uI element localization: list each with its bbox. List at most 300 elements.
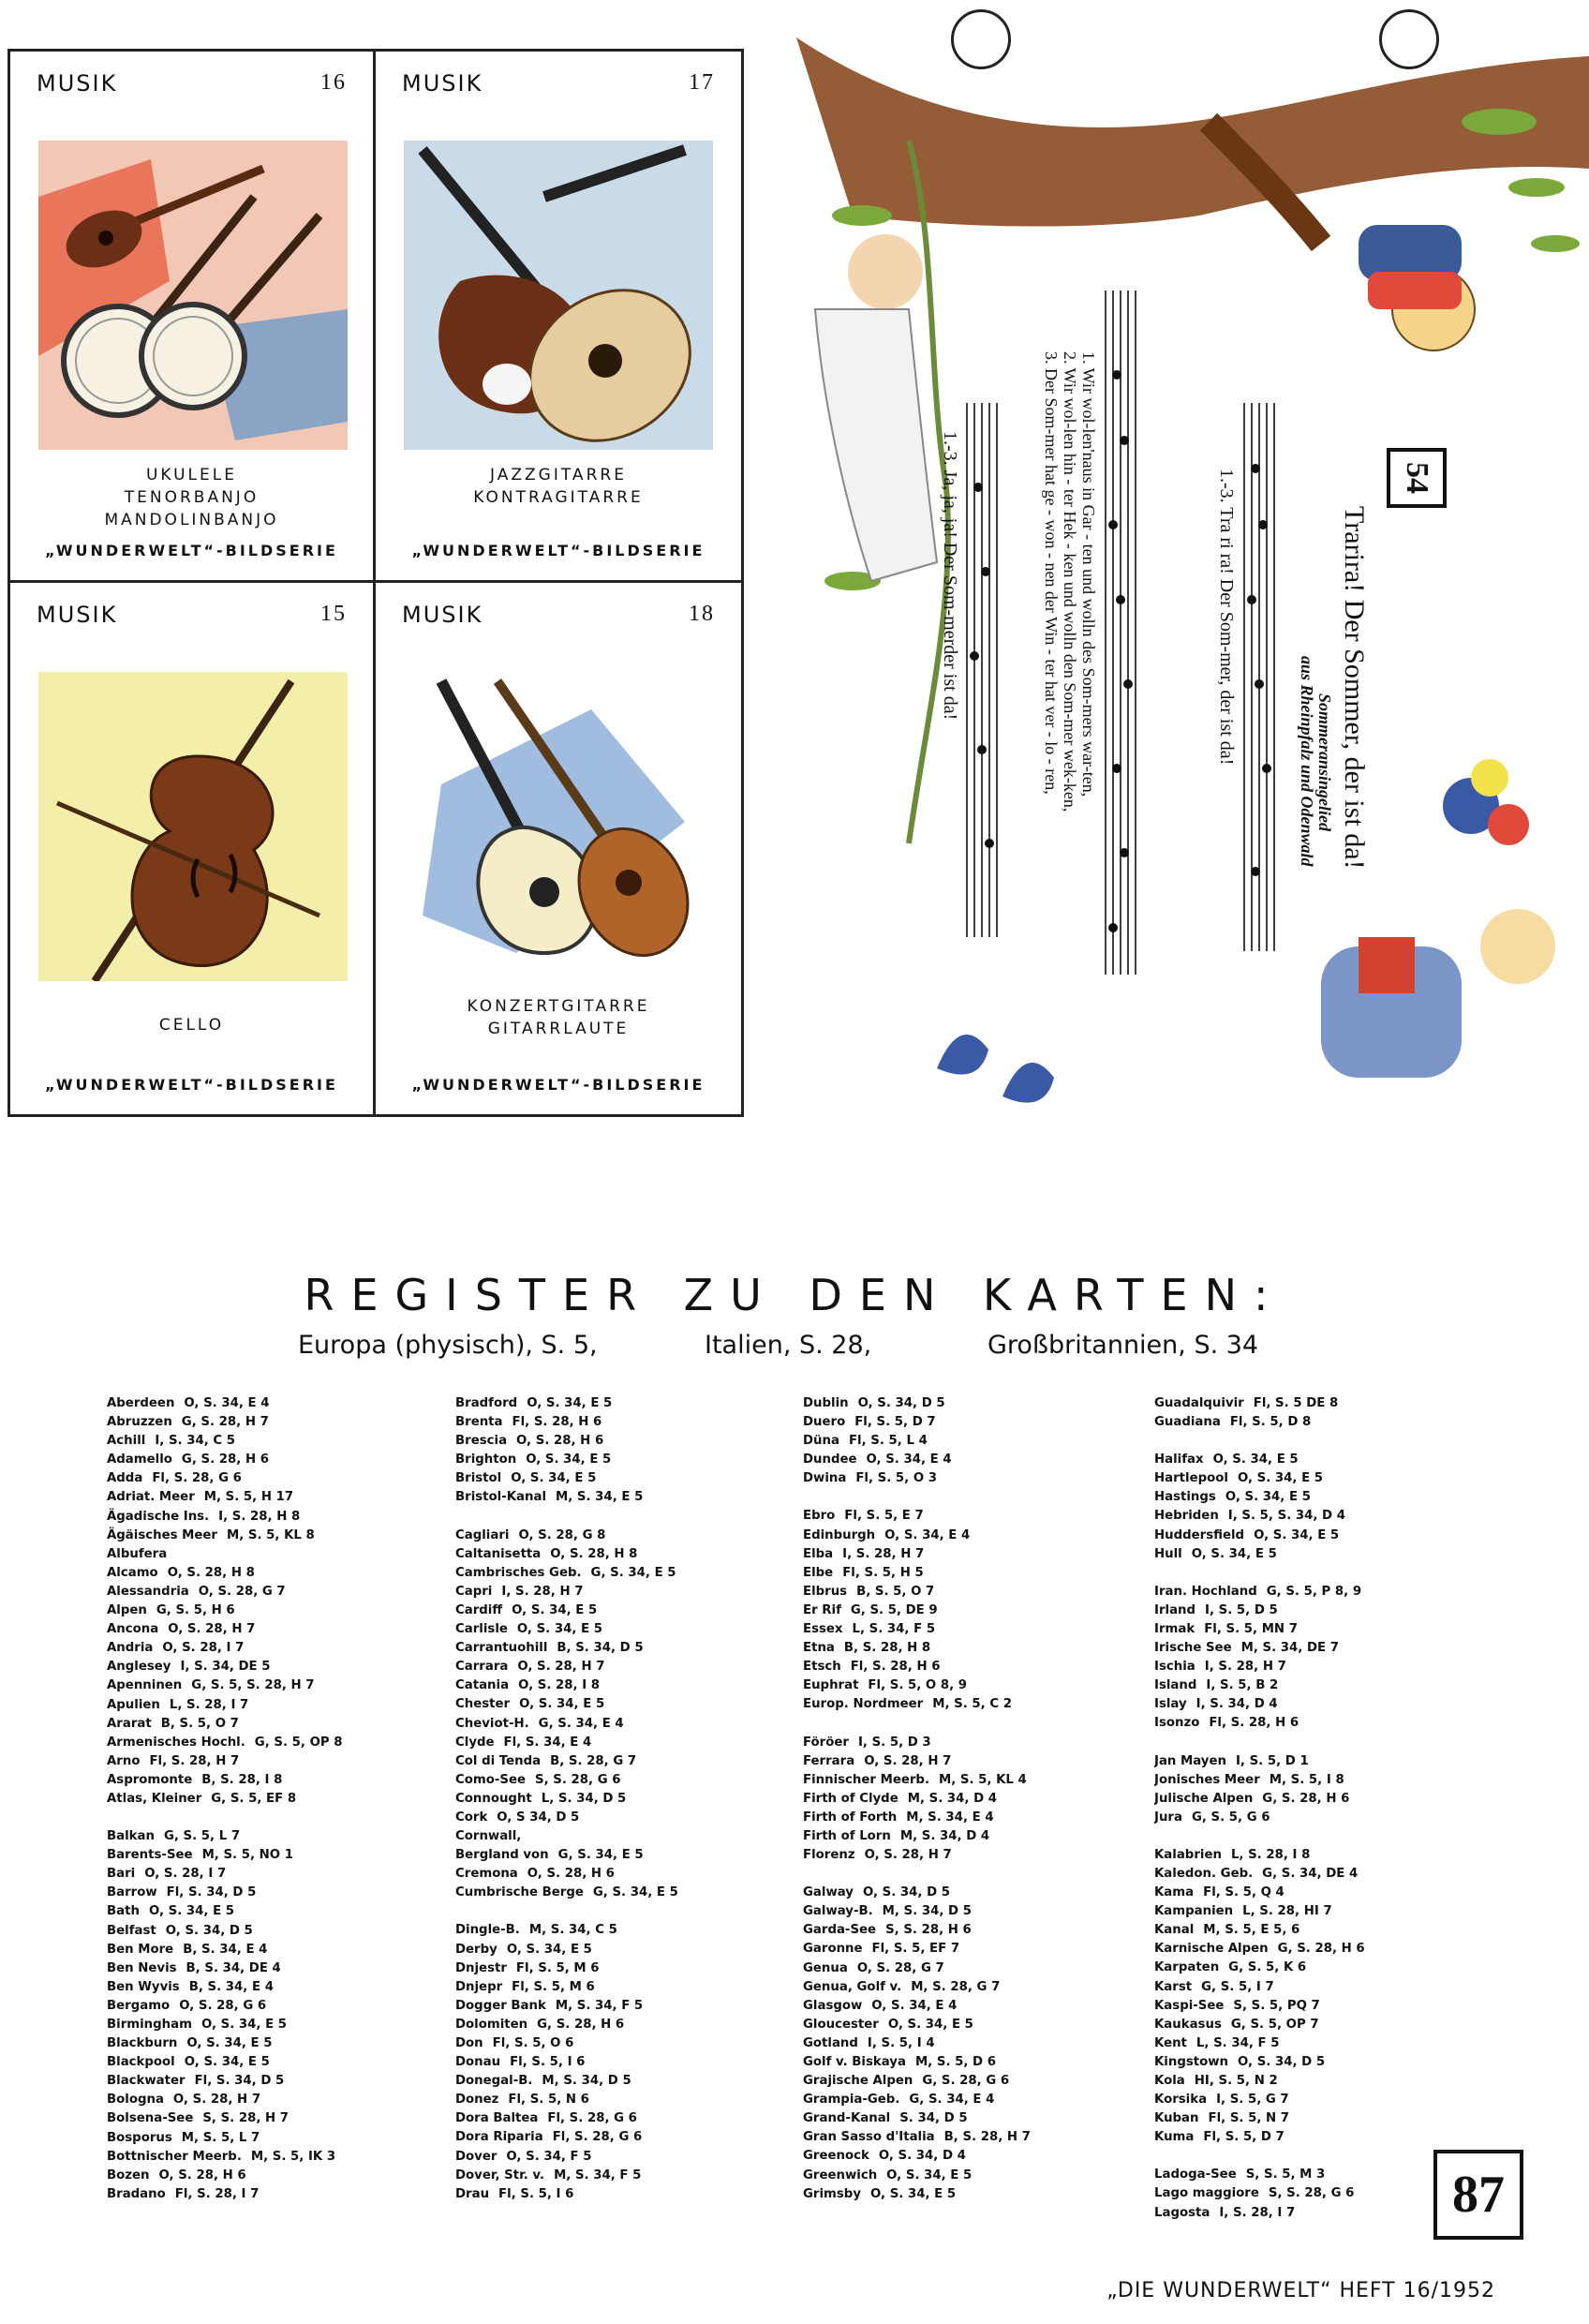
register-entry-name: Brighton xyxy=(455,1452,517,1467)
register-entry-reference: M, S. 5, E 5, 6 xyxy=(1203,1923,1300,1938)
register-column-3 xyxy=(803,1394,1150,2204)
register-entry-reference: Fl, S. 5, Q 4 xyxy=(1203,1885,1285,1900)
register-entry xyxy=(803,1394,1150,1413)
register-entry-name: Cagliari xyxy=(455,1527,510,1542)
register-entry-reference: G, S. 28, H 6 xyxy=(537,2017,625,2032)
register-entry xyxy=(803,2109,1150,2128)
register-entry-reference: S, S. 28, H 6 xyxy=(885,1923,972,1938)
register-entry xyxy=(455,2072,802,2091)
register-entry xyxy=(107,1922,453,1941)
card-caption: KONZERTGITARRE GITARRLAUTE xyxy=(467,997,650,1038)
register-entry-name: Karpaten xyxy=(1154,1960,1220,1975)
register-entry-reference: I, S. 28, H 8 xyxy=(218,1509,301,1524)
register-entry-name: Karnische Alpen xyxy=(1154,1942,1269,1957)
register-entry xyxy=(455,1658,802,1676)
register-entry-name: Donau xyxy=(455,2055,501,2070)
register-entry-name: Lagosta xyxy=(1154,2205,1210,2220)
register-entry xyxy=(107,1469,453,1488)
register-entry-name: Kampanien xyxy=(1154,1904,1234,1919)
register-entry-reference: O, S. 28, G 6 xyxy=(179,1998,267,2013)
register-entry-reference: O, S. 28, H 6 xyxy=(527,1867,615,1882)
register-entry-name: Islay xyxy=(1154,1697,1187,1712)
register-entry xyxy=(803,2167,1150,2185)
card-musik-17 xyxy=(376,52,741,583)
card-header xyxy=(402,70,715,104)
register-entry-reference: M, S. 34, D 4 xyxy=(899,1828,990,1843)
register-entry-name: Grajische Alpen xyxy=(803,2074,913,2089)
register-entry-reference: G, S. 34, DE 4 xyxy=(1262,1866,1359,1881)
song-illustration xyxy=(796,0,1589,1181)
register-entry xyxy=(107,1432,453,1451)
register-entry-name: Dnjepr xyxy=(455,1979,503,1994)
register-entry-reference: O, S. 34, E 4 xyxy=(871,1998,958,2013)
register-entry-reference: Fl, S. 5, I 6 xyxy=(510,2055,586,2070)
register-entry xyxy=(1154,1809,1501,1827)
register-entry-reference: G, S. 28, G 6 xyxy=(922,2074,1010,2089)
register-entry-name: Ischia xyxy=(1154,1660,1195,1675)
register-spacer xyxy=(1154,1564,1501,1583)
register-entry xyxy=(803,1771,1150,1790)
register-entry-reference: O, S. 34, E 5 xyxy=(526,1452,612,1467)
register-entry xyxy=(803,2147,1150,2166)
register-entry xyxy=(107,1978,453,1997)
register-entry-name: Karst xyxy=(1154,1979,1193,1994)
register-entry-reference: L, S. 28, I 8 xyxy=(1230,1847,1311,1862)
card-musik-18 xyxy=(376,583,741,1114)
register-entry-reference: O, S. 28, H 6 xyxy=(516,1434,604,1449)
register-entry-reference: Fl, S. 34, D 5 xyxy=(166,1885,257,1900)
register-entry-name: Blackwater xyxy=(107,2074,186,2089)
register-entry-reference: M, S. 5, IK 3 xyxy=(250,2149,336,2164)
register-entry xyxy=(107,1846,453,1865)
register-entry-reference: O, S. 34, E 4 xyxy=(866,1452,952,1467)
register-entry-name: Firth of Forth xyxy=(803,1810,898,1825)
register-entry-reference: Fl, S. 28, H 7 xyxy=(149,1753,240,1768)
register-entry xyxy=(803,1695,1150,1714)
register-entry-reference: HI, S. 5, N 2 xyxy=(1194,2074,1278,2088)
register-entry-name: Irland xyxy=(1154,1602,1196,1617)
register-spacer xyxy=(107,1809,453,1827)
register-entry-name: Andria xyxy=(107,1641,154,1656)
register-entry xyxy=(455,1941,802,1959)
card-illustration-guitars xyxy=(404,141,713,450)
register-entry-name: Carrantuohill xyxy=(455,1641,548,1656)
register-entry-reference: G, S. 28, H 6 xyxy=(1262,1791,1350,1806)
register-entry-name: Abruzzen xyxy=(107,1415,172,1430)
register-entry xyxy=(1154,1639,1501,1658)
register-entry-reference: G, S. 34, E 4 xyxy=(909,2093,995,2108)
register-entry-reference: B, S. 28, H 7 xyxy=(943,2130,1031,2145)
register-entry-name: Etsch xyxy=(803,1660,841,1675)
register-spacer xyxy=(1154,1827,1501,1846)
register-entry-reference: Fl, S. 5, EF 7 xyxy=(871,1942,960,1957)
register-entry-name: Grand-Kanal xyxy=(803,2111,891,2126)
register-entry xyxy=(1154,1695,1501,1714)
register-entry-name: Ferrara xyxy=(803,1753,855,1768)
register-entry-reference: I, S. 28, H 7 xyxy=(842,1546,925,1561)
register-entry-reference: Fl, S. 5 DE 8 xyxy=(1253,1396,1339,1410)
register-entry-name: Iran. Hochland xyxy=(1154,1584,1257,1599)
register-entry xyxy=(107,1865,453,1884)
register-entry xyxy=(107,2016,453,2034)
register-entry-name: Belfast xyxy=(107,1923,156,1938)
song-number: 54 xyxy=(1387,448,1447,508)
register-entry-name: Jan Mayen xyxy=(1154,1753,1226,1768)
card-number: 15 xyxy=(320,602,347,626)
register-entry xyxy=(107,1790,453,1809)
register-entry-reference: G, S. 5, G 6 xyxy=(1191,1810,1270,1825)
register-entry xyxy=(803,1413,1150,1432)
register-entry xyxy=(803,1752,1150,1771)
register-entry xyxy=(803,2185,1150,2204)
register-entry-name: Ägäisches Meer xyxy=(107,1527,217,1542)
register-subtitle-grossbritannien: Großbritannien, S. 34 xyxy=(988,1331,1259,1360)
register-entry xyxy=(107,1902,453,1921)
register-entry xyxy=(455,1545,802,1564)
register-entry-reference: O, S. 28, H 7 xyxy=(168,1622,256,1637)
register-entry xyxy=(803,1790,1150,1809)
register-entry-name: Kaledon. Geb. xyxy=(1154,1866,1254,1881)
register-entry-reference: I, S. 5, D 3 xyxy=(857,1735,931,1750)
register-entry-name: Euphrat xyxy=(803,1678,859,1693)
register-entry xyxy=(803,1902,1150,1921)
register-entry-reference: M, S. 34, F 5 xyxy=(554,2168,642,2182)
card-musik-16 xyxy=(10,52,376,583)
register-entry-reference: M, S. 5, KL 8 xyxy=(227,1527,315,1542)
register-entry-name: Gotland xyxy=(803,2035,858,2050)
register-entry-reference: Fl, S. 5, E 7 xyxy=(844,1509,924,1524)
register-entry-reference: Fl, S. 5, D 7 xyxy=(854,1415,936,1430)
register-entry-name: Bath xyxy=(107,1904,140,1919)
register-entry-reference: B, S. 34, DE 4 xyxy=(186,1960,281,1975)
register-entry-reference: O, S. 34, E 5 xyxy=(1212,1452,1299,1467)
register-entry-name: Garda-See xyxy=(803,1923,877,1938)
card-illustration-guitar-lute xyxy=(404,672,713,981)
register-entry-name: Brescia xyxy=(455,1434,508,1449)
register-entry-reference: O, S. 34, D 5 xyxy=(1238,2054,1326,2069)
register-entry-reference: S, S. 5, M 3 xyxy=(1245,2168,1326,2182)
register-entry xyxy=(1154,1959,1501,1977)
register-entry xyxy=(803,1997,1150,2016)
register-entry-reference: G, S. 5, S. 28, H 7 xyxy=(191,1678,315,1693)
register-entry-name: Bergland von xyxy=(455,1848,549,1863)
register-entry-reference: Fl, S. 28, I 7 xyxy=(174,2186,260,2201)
register-entry-name: Carlisle xyxy=(455,1622,508,1637)
register-entry-name: Finnischer Meerb. xyxy=(803,1772,929,1787)
register-entry-reference: O, S. 34, E 5 xyxy=(1225,1490,1311,1505)
register-entry-name: Cumbrische Berge xyxy=(455,1885,584,1900)
register-entry-reference: M, S. 5, D 6 xyxy=(914,2055,996,2069)
register-entry xyxy=(107,1451,453,1469)
register-entry xyxy=(107,1413,453,1432)
register-entry-reference: G, S. 5, P 8, 9 xyxy=(1266,1584,1362,1599)
register-entry-name: Connought xyxy=(455,1791,532,1806)
register-entry-reference: M, S. 34, D 5 xyxy=(542,2074,631,2089)
register-entry xyxy=(1154,1714,1501,1733)
register-entry-reference: G, S. 28, H 7 xyxy=(181,1415,269,1430)
magazine-footer: „DIE WUNDERWELT“ HEFT 16/1952 xyxy=(1106,2279,1495,2302)
register-entry xyxy=(1154,1583,1501,1601)
register-entry-name: Aberdeen xyxy=(107,1396,175,1410)
register-entry-reference: Fl, S. 5, N 6 xyxy=(508,2093,589,2108)
register-entry-name: Galway-B. xyxy=(803,1904,873,1919)
song-subtitle-2: aus Rheinpfalz und Odenwald xyxy=(1298,656,1316,867)
register-entry xyxy=(455,1959,802,1978)
register-entry-name: Düna xyxy=(803,1434,839,1449)
register-entry-reference: G, S. 5, DE 9 xyxy=(850,1602,938,1617)
register-entry-name: Edinburgh xyxy=(803,1527,876,1542)
register-entry-name: Bosporus xyxy=(107,2130,172,2145)
register-entry-name: Kuma xyxy=(1154,2130,1195,2145)
register-entry-name: Genua xyxy=(803,1960,848,1975)
register-entry-reference: O, S. 34, E 5 xyxy=(186,2036,273,2051)
register-entry xyxy=(107,1771,453,1790)
register-entry-reference: O, S. 28, G 8 xyxy=(518,1527,606,1542)
register-entry xyxy=(803,1451,1150,1469)
card-header xyxy=(37,70,347,104)
register-entry-name: Firth of Lorn xyxy=(803,1828,891,1843)
register-entry xyxy=(107,1545,453,1564)
register-entry xyxy=(107,1583,453,1601)
register-entry xyxy=(455,1734,802,1752)
register-entry-reference: M, S. 5, L 7 xyxy=(181,2130,260,2145)
register-entry xyxy=(455,1601,802,1620)
register-entry xyxy=(1154,1752,1501,1771)
register-spacer xyxy=(455,1508,802,1527)
register-entry xyxy=(1154,1413,1501,1432)
register-entry-reference: Fl, S. 5, O 6 xyxy=(492,2036,574,2050)
register-entry-reference: Fl, S. 34, E 4 xyxy=(503,1735,592,1750)
register-entry-name: Kent xyxy=(1154,2035,1187,2050)
register-entry-name: Armenisches Hochl. xyxy=(107,1735,245,1750)
register-entry xyxy=(107,2167,453,2185)
register-entry xyxy=(455,1620,802,1639)
register-entry-name: Galway xyxy=(803,1885,854,1900)
register-entry-reference: O, S. 28, H 7 xyxy=(864,1753,952,1768)
register-entry-reference: Fl, S. 5, O 8, 9 xyxy=(868,1678,968,1693)
register-entry xyxy=(1154,1527,1501,1545)
register-entry-reference: O, S. 28, I 7 xyxy=(162,1641,245,1656)
register-entry-reference: B, S. 28, H 8 xyxy=(843,1641,931,1656)
register-entry-name: Catania xyxy=(455,1678,510,1693)
register-entry-name: Europ. Nordmeer xyxy=(803,1697,924,1712)
register-entry xyxy=(803,1676,1150,1695)
register-spacer xyxy=(1154,1432,1501,1451)
register-entry xyxy=(107,1639,453,1658)
register-entry xyxy=(455,1715,802,1734)
register-entry-name: Elba xyxy=(803,1546,834,1561)
song-title: Trarira! Der Sommer, der ist da! xyxy=(1339,506,1370,870)
register-entry-reference: M, S. 34, D 5 xyxy=(882,1904,972,1919)
register-entry-name: Guadiana xyxy=(1154,1415,1221,1430)
register-entry-name: Hartlepool xyxy=(1154,1471,1228,1486)
register-entry-reference: O, S. 34, E 5 xyxy=(1191,1546,1277,1561)
register-entry xyxy=(803,1583,1150,1601)
register-entry xyxy=(455,1752,802,1771)
register-entry xyxy=(107,1527,453,1545)
register-entry-reference: O, S. 34, E 5 xyxy=(1237,1471,1324,1486)
register-entry-reference: Fl, S. 5, N 7 xyxy=(1208,2111,1290,2126)
register-entry xyxy=(803,1940,1150,1959)
register-entry xyxy=(803,1884,1150,1902)
register-entry xyxy=(1154,2109,1501,2128)
register-entry-name: Cardiff xyxy=(455,1602,503,1617)
register-entry xyxy=(803,2053,1150,2072)
register-entry-name: Caltanisetta xyxy=(455,1546,542,1561)
register-entry-reference: L, S. 28, HI 7 xyxy=(1242,1904,1332,1919)
register-entry-reference: I, S. 5, B 2 xyxy=(1206,1678,1279,1693)
register-entry-reference: I, S. 5, I 4 xyxy=(867,2035,935,2050)
register-entry-name: Genua, Golf v. xyxy=(803,1979,902,1994)
register-entry-name: Ben Wyvis xyxy=(107,1979,180,1994)
register-entry-reference: B, S. 28, G 7 xyxy=(550,1753,637,1768)
card-illustration-cello xyxy=(38,672,348,981)
register-entry-name: Essex xyxy=(803,1622,843,1637)
lyric-verse-2: 2. Wir wol-len hin - ter Hek - ken und wolln den Som-mer wek-ken, xyxy=(1061,351,1079,812)
register-entry-reference: G, S. 5, H 6 xyxy=(156,1603,235,1618)
register-entry-name: Ancona xyxy=(107,1622,159,1637)
register-entry xyxy=(803,1601,1150,1620)
register-entry-reference: M, S. 28, G 7 xyxy=(911,1979,1001,1994)
register-entry-name: Kaukasus xyxy=(1154,2017,1222,2032)
register-entry xyxy=(1154,1865,1501,1884)
register-entry-name: Firth of Clyde xyxy=(803,1791,898,1806)
register-entry xyxy=(1154,1921,1501,1940)
register-entry-name: Bergamo xyxy=(107,1998,171,2013)
register-entry-reference: I, S. 34, C 5 xyxy=(155,1434,236,1449)
register-entry xyxy=(455,1527,802,1545)
register-entry-reference: Fl, S. 28, G 6 xyxy=(552,2130,643,2145)
register-entry-reference: I, S. 34, DE 5 xyxy=(180,1660,271,1675)
register-entry-reference: B, S. 34, E 4 xyxy=(188,1979,274,1994)
card-category: MUSIK xyxy=(37,602,118,628)
register-entry-reference: I, S. 5, S. 34, D 4 xyxy=(1227,1509,1345,1524)
register-entry-name: Cheviot-H. xyxy=(455,1716,529,1731)
register-entry-name: Alpen xyxy=(107,1603,147,1618)
register-entry-name: Ägadische Ins. xyxy=(107,1509,210,1524)
register-entry-reference: B, S. 5, O 7 xyxy=(160,1716,239,1731)
register-entry-name: Hull xyxy=(1154,1546,1182,1561)
register-entry-reference: Fl, S. 5, D 7 xyxy=(1203,2130,1285,2145)
register-entry-name: Irische See xyxy=(1154,1641,1232,1656)
register-entry-reference: B, S. 34, E 4 xyxy=(183,1942,268,1957)
register-entry-reference: O, S. 34, D 4 xyxy=(878,2149,966,2164)
register-entry xyxy=(455,1790,802,1809)
register-entry-name: Blackburn xyxy=(107,2036,178,2051)
register-entry-reference: O, S. 34, E 5 xyxy=(506,1942,592,1957)
register-entry-reference: G, S. 5, EF 8 xyxy=(211,1791,297,1806)
register-entry xyxy=(1154,2016,1501,2034)
card-caption: UKULELE TENORBANJO MANDOLINBANJO xyxy=(104,466,279,529)
register-entry-name: Garonne xyxy=(803,1942,863,1957)
register-entry xyxy=(1154,1658,1501,1676)
register-entry-name: Ladoga-See xyxy=(1154,2168,1237,2182)
register-entry-name: Dublin xyxy=(803,1396,849,1410)
register-entry-name: Grimsby xyxy=(803,2186,861,2201)
lyric-verse-1: 1. Wir wol-len'naus in Gar - ten und wolln des Som-mers war-ten, xyxy=(1079,351,1098,797)
register-entry-name: Glasgow xyxy=(803,1998,863,2013)
register-entry-name: Greenwich xyxy=(803,2168,878,2182)
card-header xyxy=(37,602,347,635)
music-cards-sheet xyxy=(7,49,744,1117)
register-entry-reference: M, S. 34, D 4 xyxy=(907,1791,998,1806)
register-entry-name: Brenta xyxy=(455,1415,503,1430)
register-entry xyxy=(1154,1676,1501,1695)
register-entry-name: Albufera xyxy=(107,1546,168,1561)
register-entry xyxy=(803,1527,1150,1545)
register-entry-reference: Fl, S. 5, M 6 xyxy=(512,1979,595,1994)
register-entry-reference: O, S. 34, E 5 xyxy=(148,1904,235,1919)
register-entry-reference: O, S. 28, H 8 xyxy=(167,1565,255,1580)
register-entry xyxy=(107,1601,453,1620)
register-entry-name: Ben Nevis xyxy=(107,1960,177,1975)
register-entry-reference: O, S. 28, I 7 xyxy=(144,1867,227,1882)
register-entry-reference: G, S. 28, H 6 xyxy=(1277,1942,1365,1957)
register-entry xyxy=(803,2034,1150,2053)
register-entry xyxy=(455,1432,802,1451)
register-entry-reference: O, S. 28, H 6 xyxy=(158,2168,246,2182)
register-entry xyxy=(1154,1846,1501,1865)
register-entry xyxy=(107,1394,453,1413)
card-number: 17 xyxy=(689,70,715,95)
register-entry xyxy=(803,1809,1150,1827)
register-entry-name: Adda xyxy=(107,1471,143,1486)
register-entry-reference: I, S. 34, D 4 xyxy=(1195,1697,1278,1712)
register-entry-reference: M, S. 5, C 2 xyxy=(932,1697,1012,1712)
register-entry xyxy=(455,1978,802,1997)
register-entry-reference: Fl, S. 28, H 6 xyxy=(850,1660,941,1675)
register-entry xyxy=(455,1695,802,1714)
register-entry-name: Dora Baltea xyxy=(455,2111,539,2126)
register-spacer xyxy=(803,1715,1150,1734)
register-entry xyxy=(455,1394,802,1413)
register-entry-name: Island xyxy=(1154,1678,1197,1693)
register-entry xyxy=(455,1997,802,2016)
register-entry-reference: Fl, S. 34, D 5 xyxy=(194,2074,285,2089)
register-subtitle-italien: Italien, S. 28, xyxy=(705,1331,872,1360)
register-entry xyxy=(107,2109,453,2128)
register-entry-name: Achill xyxy=(107,1434,146,1449)
register-entry-reference: M, S. 34, F 5 xyxy=(555,1998,644,2013)
register-spacer xyxy=(803,1488,1150,1507)
register-entry-name: Bottnischer Meerb. xyxy=(107,2149,242,2164)
register-entry-name: Dwina xyxy=(803,1471,847,1486)
register-entry-name: Ararat xyxy=(107,1716,152,1731)
register-entry-reference: L, S. 34, F 5 xyxy=(852,1622,936,1637)
register-entry-name: Florenz xyxy=(803,1848,855,1863)
register-entry-reference: Fl, S. 5, O 3 xyxy=(855,1471,938,1486)
register-entry-reference: O, S. 28, H 7 xyxy=(172,2093,261,2108)
register-entry xyxy=(107,1752,453,1771)
register-entry xyxy=(1154,1997,1501,2016)
register-entry-name: Elbrus xyxy=(803,1584,848,1599)
register-entry-name: Kola xyxy=(1154,2074,1185,2088)
register-entry-reference: O, S. 34, E 5 xyxy=(886,2168,973,2182)
register-entry-reference: O, S. 34, E 5 xyxy=(887,2017,973,2032)
register-entry-reference: B, S. 5, O 7 xyxy=(856,1584,935,1599)
register-entry-name: Aspromonte xyxy=(107,1772,193,1787)
register-entry xyxy=(455,2148,802,2167)
register-entry-reference: L, S. 34, D 5 xyxy=(541,1791,627,1806)
card-series-label: „WUNDERWELT“-BILDSERIE xyxy=(45,1076,338,1094)
register-entry xyxy=(455,1564,802,1583)
register-subtitle-europa: Europa (physisch), S. 5, xyxy=(298,1331,598,1360)
register-entry-name: Julische Alpen xyxy=(1154,1791,1254,1806)
register-entry xyxy=(455,1865,802,1884)
register-entry-name: Irmak xyxy=(1154,1621,1195,1636)
register-entry xyxy=(107,1620,453,1639)
register-entry-name: Donez xyxy=(455,2093,499,2108)
